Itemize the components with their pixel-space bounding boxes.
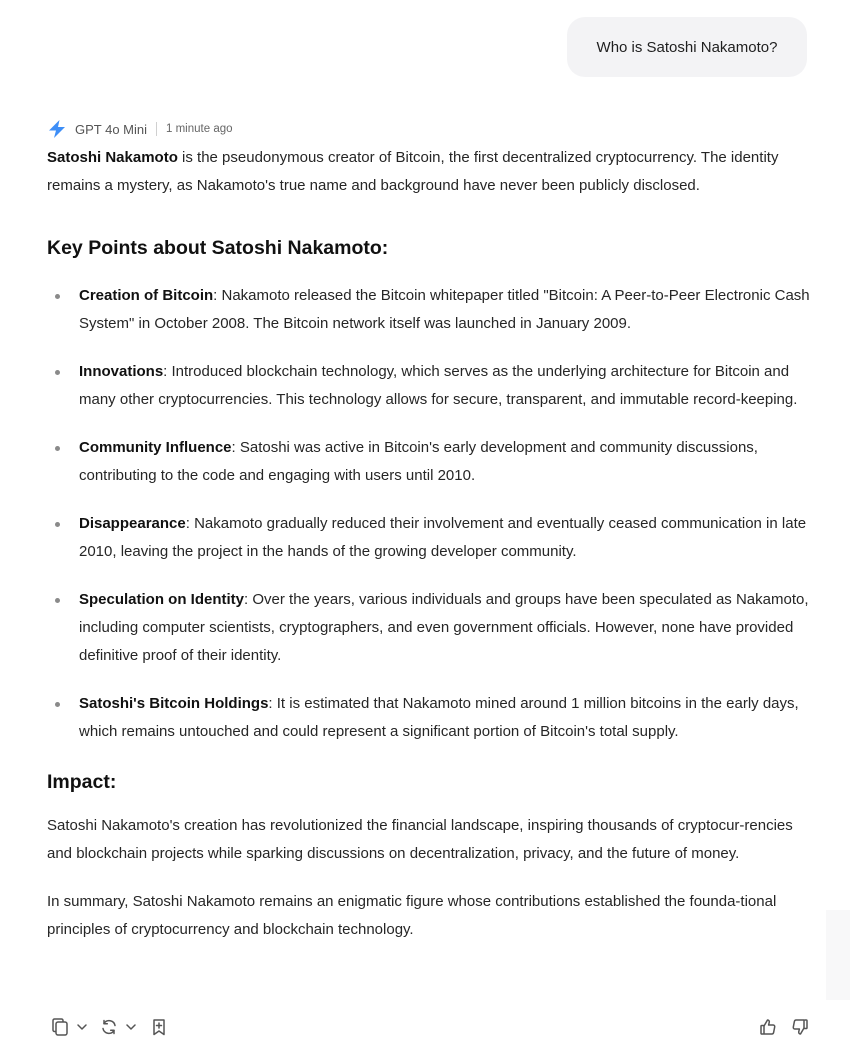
point-title: Speculation on Identity — [79, 591, 245, 608]
response-actions — [50, 1016, 168, 1043]
point-text: : Introduced blockchain technology, which serves as the underlying architecture for Bitcoin and many other cryptocurrencies. This technology allows for secure, transparent, and immutable record-keeping. — [79, 363, 798, 408]
list-item — [47, 282, 817, 338]
thumbs-down-icon — [790, 1016, 810, 1043]
user-message-text: Who is Satoshi Nakamoto? — [596, 38, 778, 56]
list-item — [47, 510, 817, 566]
chevron-down-icon — [125, 1016, 137, 1043]
bookmark-button[interactable] — [150, 1016, 168, 1043]
point-title: Disappearance — [79, 515, 186, 532]
scroll-edge-panel — [826, 910, 850, 1000]
intro-paragraph — [47, 144, 817, 200]
user-message-bubble — [567, 17, 807, 77]
intro-text: is the pseudonymous creator of Bitcoin, the first decentralized cryptocurrency. The identity remains a mystery, as Nakamoto's true name and background have never been publicly disclosed. — [47, 149, 779, 194]
thumbs-down-button[interactable] — [790, 1016, 810, 1043]
lightning-bolt-icon — [46, 118, 68, 140]
thumbs-up-button[interactable] — [758, 1016, 778, 1043]
point-text: : Nakamoto released the Bitcoin whitepaper titled "Bitcoin: A Peer-to-Peer Electronic Cash System" in October 2008. The Bitcoin network itself was launched in January 2009. — [79, 287, 810, 332]
copy-options-button[interactable] — [76, 1016, 88, 1043]
list-item — [47, 358, 817, 414]
response-meta — [46, 118, 233, 140]
point-title: Satoshi's Bitcoin Holdings — [79, 695, 269, 712]
point-title: Creation of Bitcoin — [79, 287, 214, 304]
model-name: GPT 4o Mini — [75, 121, 148, 137]
point-text: : It is estimated that Nakamoto mined around 1 million bitcoins in the early days, which remains untouched and could represent a significant portion of Bitcoin's total supply. — [79, 695, 799, 740]
list-item — [47, 586, 817, 670]
impact-paragraph: Satoshi Nakamoto's creation has revolutionized the financial landscape, inspiring thousands of cryptocur-rencies and blockchain projects while sparking discussions on decentralization, privacy, and the future of money. — [47, 817, 793, 862]
key-points-heading: Key Points about Satoshi Nakamoto: — [47, 237, 389, 259]
chevron-down-icon — [76, 1016, 88, 1043]
thumbs-up-icon — [758, 1016, 778, 1043]
regenerate-icon — [99, 1016, 119, 1043]
copy-icon — [50, 1016, 70, 1043]
meta-divider — [156, 122, 157, 136]
key-points-list — [47, 282, 817, 746]
list-item — [47, 434, 817, 490]
impact-heading: Impact: — [47, 771, 117, 793]
point-text: : Satoshi was active in Bitcoin's early development and community discussions, contributing to the code and engaging with users until 2010. — [79, 439, 758, 484]
regenerate-options-button[interactable] — [125, 1016, 137, 1043]
feedback-actions — [758, 1016, 810, 1043]
regenerate-button[interactable] — [99, 1016, 119, 1043]
summary-paragraph: In summary, Satoshi Nakamoto remains an enigmatic figure whose contributions established the founda-tional principles of cryptocurrency and blockchain technology. — [47, 893, 777, 938]
point-text: : Nakamoto gradually reduced their involvement and eventually ceased communication in late 2010, leaving the project in the hands of the growing developer community. — [79, 515, 807, 560]
bookmark-icon — [150, 1016, 168, 1043]
point-title: Community Influence — [79, 439, 232, 456]
copy-button[interactable] — [50, 1016, 70, 1043]
intro-bold: Satoshi Nakamoto — [47, 149, 178, 166]
list-item — [47, 690, 817, 746]
assistant-response — [47, 144, 817, 944]
point-title: Innovations — [79, 363, 164, 380]
response-timestamp: 1 minute ago — [166, 123, 233, 135]
point-text: : Over the years, various individuals and groups have been speculated as Nakamoto, including computer scientists, cryptographers, and even government officials. However, none have provided definitive proof of their identity. — [79, 591, 809, 664]
